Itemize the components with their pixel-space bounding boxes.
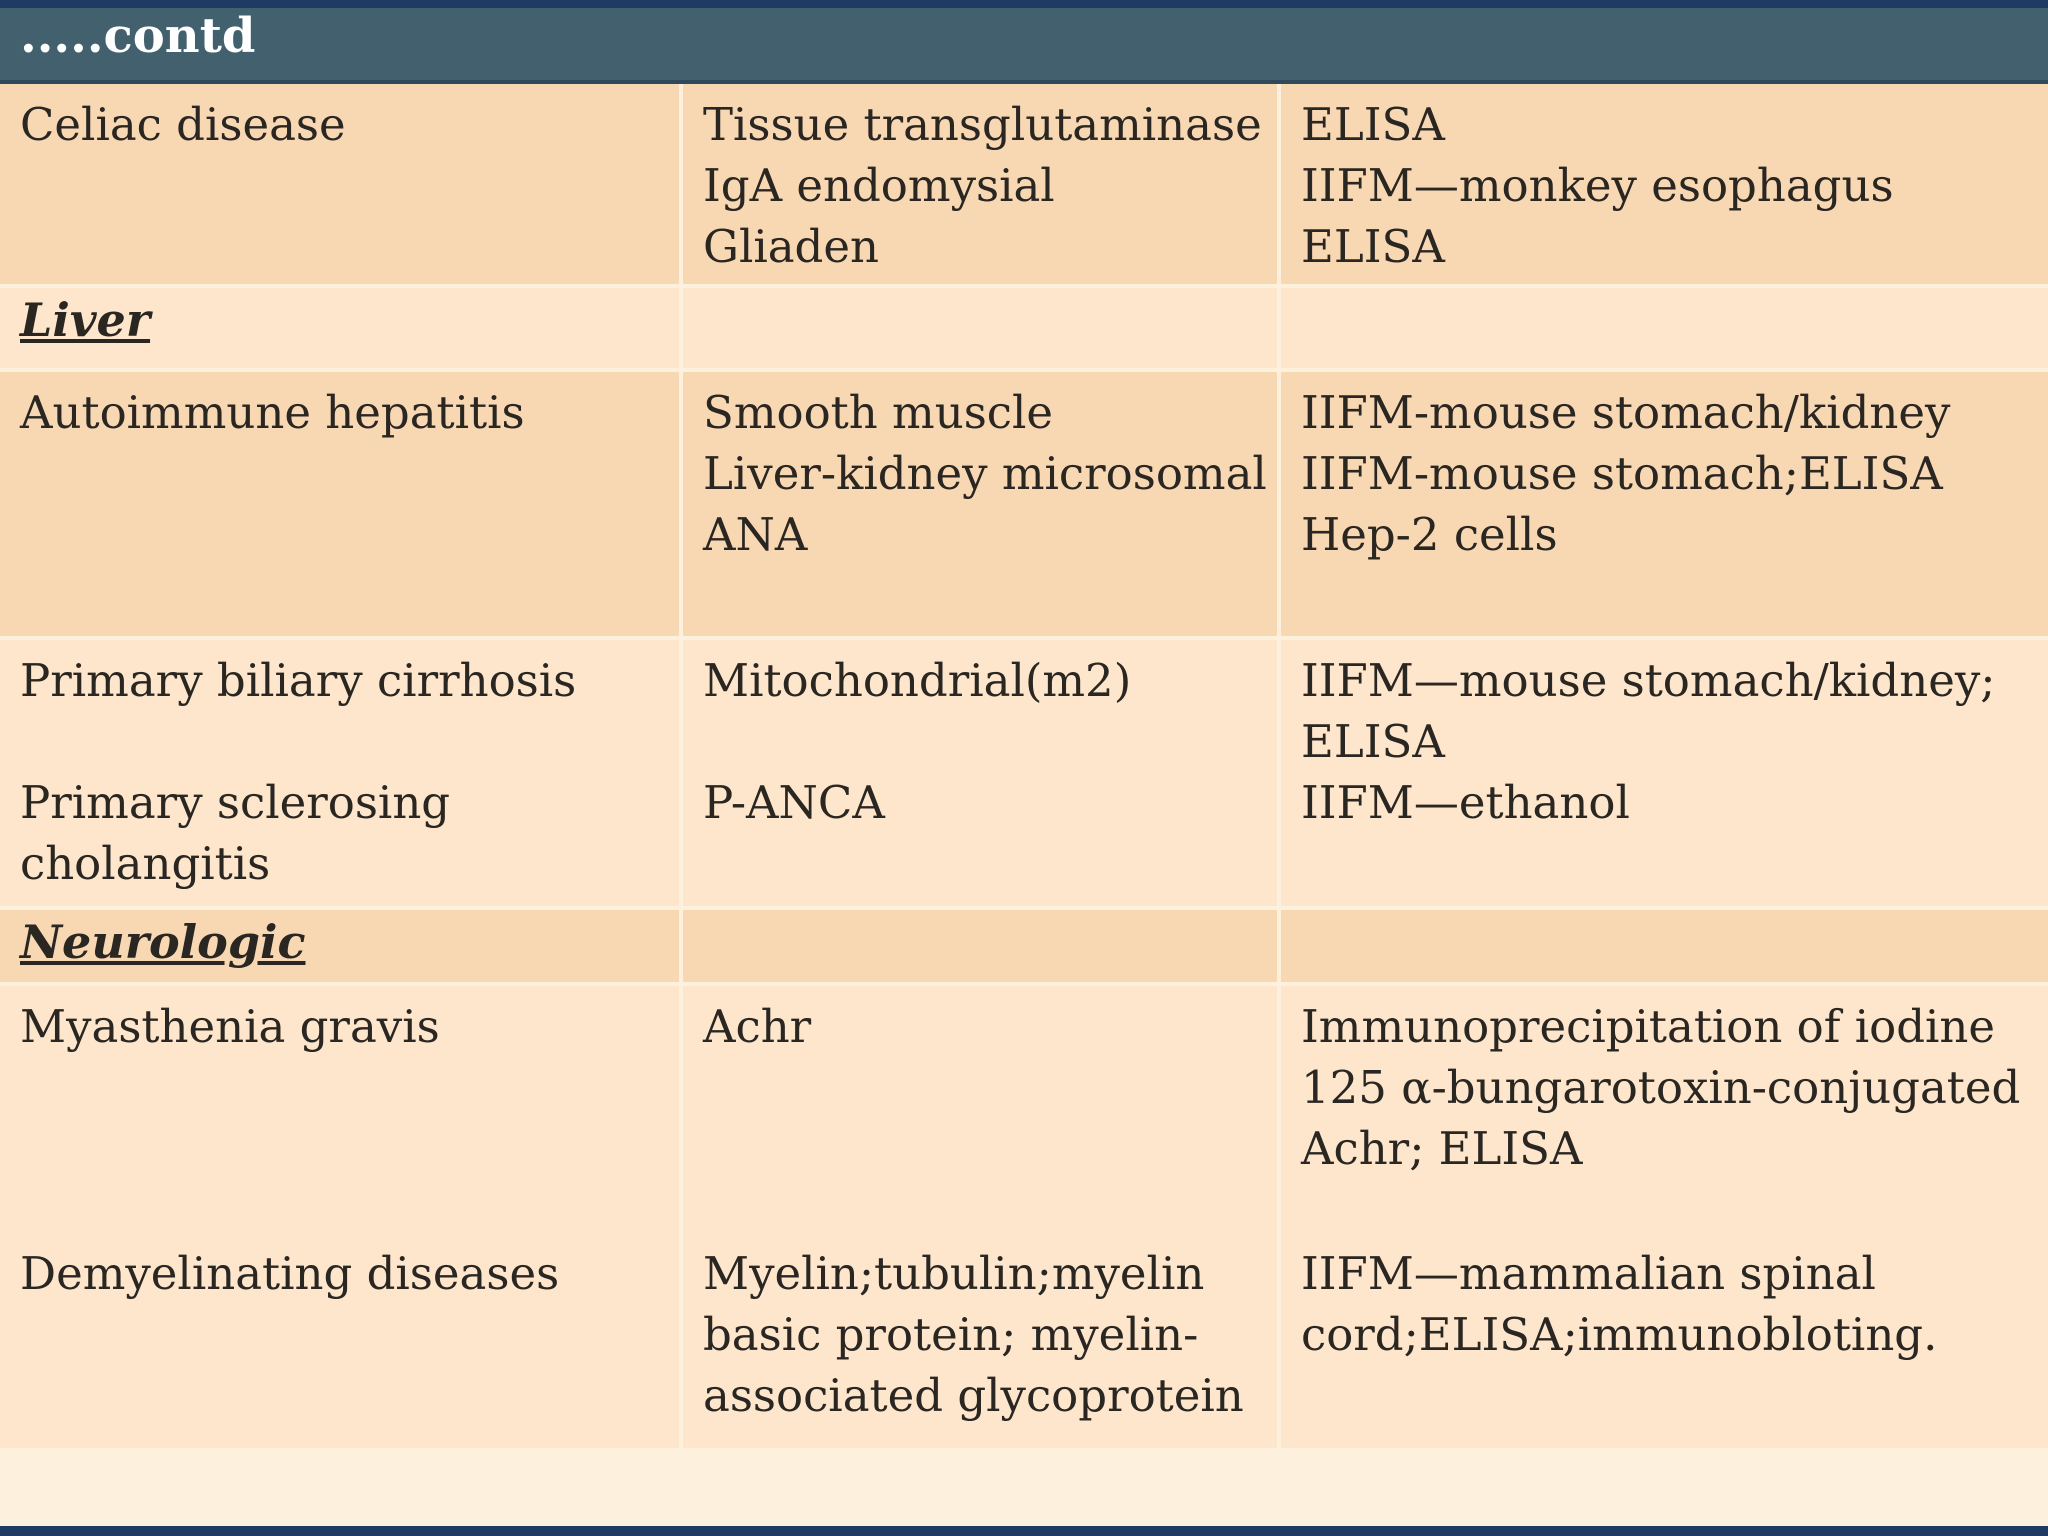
section-label-cell (0, 288, 679, 368)
method-line: IIFM-mouse stomach/kidney (1301, 386, 1951, 439)
table-row-autoimmune-hepatitis (0, 372, 2048, 636)
method-line: ELISA (1301, 98, 1445, 151)
method-line (1301, 1179, 2048, 1243)
disease-name (20, 1057, 679, 1118)
method-line: Achr; ELISA (1301, 1122, 1583, 1175)
disease-name (20, 711, 679, 772)
antigen-cell (683, 986, 1277, 1448)
method-cell (1281, 372, 2048, 636)
disease-name: Primary biliary cirrhosis (20, 654, 577, 707)
method-line: ELISA (1301, 220, 1445, 273)
method-line: cord;ELISA;immunobloting. (1301, 1308, 1938, 1361)
antigen-line (703, 711, 1277, 772)
method-line: Hep-2 cells (1301, 508, 1558, 561)
method-line: IIFM—monkey esophagus (1301, 159, 1894, 212)
method-cell (1281, 986, 2048, 1448)
slide-title: .....contd (20, 8, 256, 64)
antigen-cell (683, 372, 1277, 636)
antigen-cell (683, 640, 1277, 906)
antigen-line: Liver-kidney microsomal (703, 447, 1267, 500)
disease-cell (0, 640, 679, 906)
antigen-line (703, 1057, 1277, 1118)
empty-cell (683, 288, 1277, 368)
disease-name: Autoimmune hepatitis (20, 386, 525, 439)
method-line: ELISA (1301, 715, 1445, 768)
antigen-line: ANA (703, 508, 808, 561)
method-line: IIFM—mouse stomach/kidney; (1301, 654, 1996, 707)
section-row-neurologic (0, 910, 2048, 982)
section-label-cell (0, 910, 679, 982)
empty-cell (1281, 910, 2048, 982)
section-row-liver (0, 288, 2048, 368)
method-line: Immunoprecipitation of iodine (1301, 1000, 1996, 1053)
section-label-liver: Liver (20, 293, 151, 347)
empty-cell (683, 910, 1277, 982)
disease-name: Primary sclerosing (20, 776, 451, 829)
disease-name (20, 1118, 679, 1179)
disease-name: Myasthenia gravis (20, 1000, 440, 1053)
bottom-frame-border (0, 1526, 2048, 1536)
section-label-neurologic: Neurologic (20, 915, 306, 969)
table-row-biliary-sclerosing (0, 640, 2048, 906)
disease-name (20, 1179, 679, 1243)
method-line: IIFM-mouse stomach;ELISA (1301, 447, 1943, 500)
slide-header-bar (0, 8, 2048, 84)
table-row-neurologic-diseases (0, 986, 2048, 1448)
table-row-celiac (0, 84, 2048, 284)
antigen-line: Mitochondrial(m2) (703, 654, 1132, 707)
antigen-cell (683, 84, 1277, 284)
method-line: IIFM—mammalian spinal (1301, 1247, 1876, 1300)
disease-cell (0, 84, 679, 284)
antigen-line: Tissue transglutaminase (703, 98, 1262, 151)
disease-cell (0, 986, 679, 1448)
method-cell (1281, 84, 2048, 284)
antigen-line: Gliaden (703, 220, 879, 273)
antigen-line (703, 1179, 1277, 1243)
antigen-line: IgA endomysial (703, 159, 1055, 212)
method-line: 125 α-bungarotoxin-conjugated (1301, 1061, 2021, 1114)
top-frame-border (0, 0, 2048, 8)
antigen-line: associated glycoprotein (703, 1369, 1244, 1422)
antigen-line: P-ANCA (703, 776, 885, 829)
disease-name: Demyelinating diseases (20, 1247, 560, 1300)
antigen-line (703, 1118, 1277, 1179)
antigen-line: Myelin;tubulin;myelin (703, 1247, 1205, 1300)
method-line: IIFM—ethanol (1301, 776, 1630, 829)
method-cell (1281, 640, 2048, 906)
disease-name: Celiac disease (20, 98, 346, 151)
antigen-line: Achr (703, 1000, 812, 1053)
disease-cell (0, 372, 679, 636)
empty-cell (1281, 288, 2048, 368)
antigen-line: basic protein; myelin- (703, 1308, 1199, 1361)
disease-name: cholangitis (20, 837, 271, 890)
antigen-line: Smooth muscle (703, 386, 1054, 439)
